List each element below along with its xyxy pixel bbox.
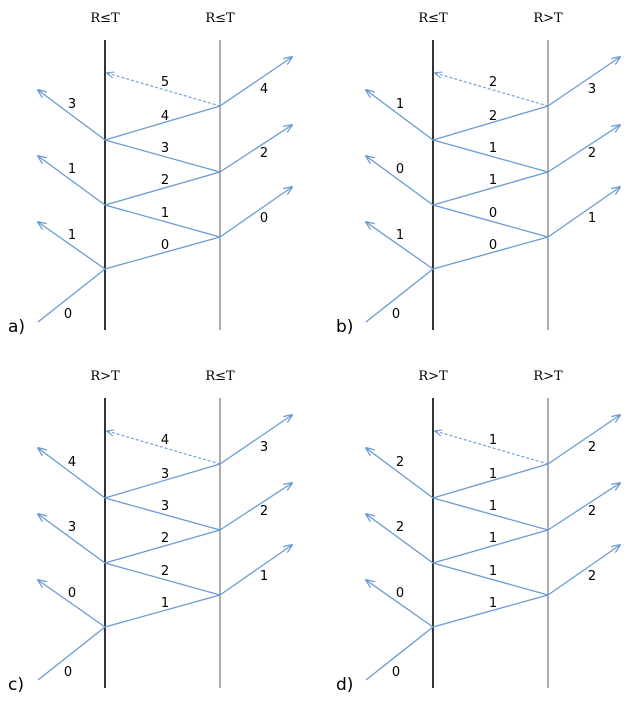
transmitted-ray-1 [220,545,292,595]
panel-label: d) [336,675,354,695]
transmitted-ray-3 [220,57,292,106]
label-trans-3: 2 [587,440,597,455]
panel-label: c) [8,675,24,695]
label-refl-1: 1 [67,228,77,243]
label-trans-1: 2 [587,569,597,584]
right-wall-header: R≤T [205,369,235,384]
label-refl-2: 3 [67,520,77,535]
label-refl-2: 0 [395,162,405,177]
label-trans-2: 2 [259,504,269,519]
transmitted-ray-2 [548,483,620,530]
label-inner-5: 2 [488,109,498,124]
left-wall-header: R≤T [90,11,120,26]
panel-b [336,11,620,337]
label-refl-1: 0 [67,586,77,601]
transmitted-ray-3 [220,415,292,464]
label-refl-2: 2 [395,520,405,535]
label-inner-1: 1 [160,596,170,611]
label-refl-3: 2 [395,455,405,470]
label-inner-6: 5 [160,75,170,90]
transmitted-ray-3 [548,415,620,464]
label-trans-3: 4 [259,82,269,97]
label-incident: 0 [63,307,73,322]
label-trans-2: 2 [587,146,597,161]
label-refl-3: 3 [67,97,77,112]
label-refl-1: 1 [395,228,405,243]
label-inner-6: 4 [160,433,170,448]
left-wall-header: R>T [90,369,120,384]
label-inner-4: 1 [488,141,498,156]
label-inner-2: 0 [488,206,498,221]
label-inner-4: 1 [488,499,498,514]
left-wall-header: R>T [418,369,448,384]
label-inner-3: 2 [160,531,170,546]
label-refl-3: 4 [67,455,77,470]
label-refl-2: 1 [67,162,77,177]
label-inner-3: 1 [488,531,498,546]
label-trans-2: 2 [259,146,269,161]
transmitted-ray-2 [220,483,292,530]
right-wall-header: R≤T [205,11,235,26]
label-inner-5: 1 [488,467,498,482]
transmitted-ray-2 [220,125,292,172]
transmitted-ray-1 [548,545,620,595]
label-trans-3: 3 [259,440,269,455]
panel-label: a) [8,317,26,337]
left-wall-header: R≤T [418,11,448,26]
right-wall-header: R>T [533,11,563,26]
label-inner-1: 1 [488,596,498,611]
label-trans-1: 0 [259,211,269,226]
panel-d [336,369,620,695]
label-inner-4: 3 [160,141,170,156]
label-inner-2: 1 [488,564,498,579]
right-wall-header: R>T [533,369,563,384]
label-trans-1: 1 [259,569,269,584]
label-incident: 0 [391,307,401,322]
transmitted-ray-1 [220,187,292,237]
transmitted-ray-1 [548,187,620,237]
label-inner-1: 0 [160,238,170,253]
label-trans-2: 2 [587,504,597,519]
label-refl-1: 0 [395,586,405,601]
label-incident: 0 [391,665,401,680]
label-trans-1: 1 [587,211,597,226]
label-trans-3: 3 [587,82,597,97]
label-refl-3: 1 [395,97,405,112]
panel-a [8,11,292,337]
label-inner-3: 1 [488,173,498,188]
label-inner-2: 2 [160,564,170,579]
label-inner-5: 3 [160,467,170,482]
transmitted-ray-3 [548,57,620,106]
label-inner-4: 3 [160,499,170,514]
label-inner-2: 1 [160,206,170,221]
label-inner-6: 1 [488,433,498,448]
label-incident: 0 [63,665,73,680]
label-inner-3: 2 [160,173,170,188]
label-inner-1: 0 [488,238,498,253]
panel-label: b) [336,317,354,337]
label-inner-5: 4 [160,109,170,124]
transmitted-ray-2 [548,125,620,172]
label-inner-6: 2 [488,75,498,90]
panel-c [8,369,292,695]
